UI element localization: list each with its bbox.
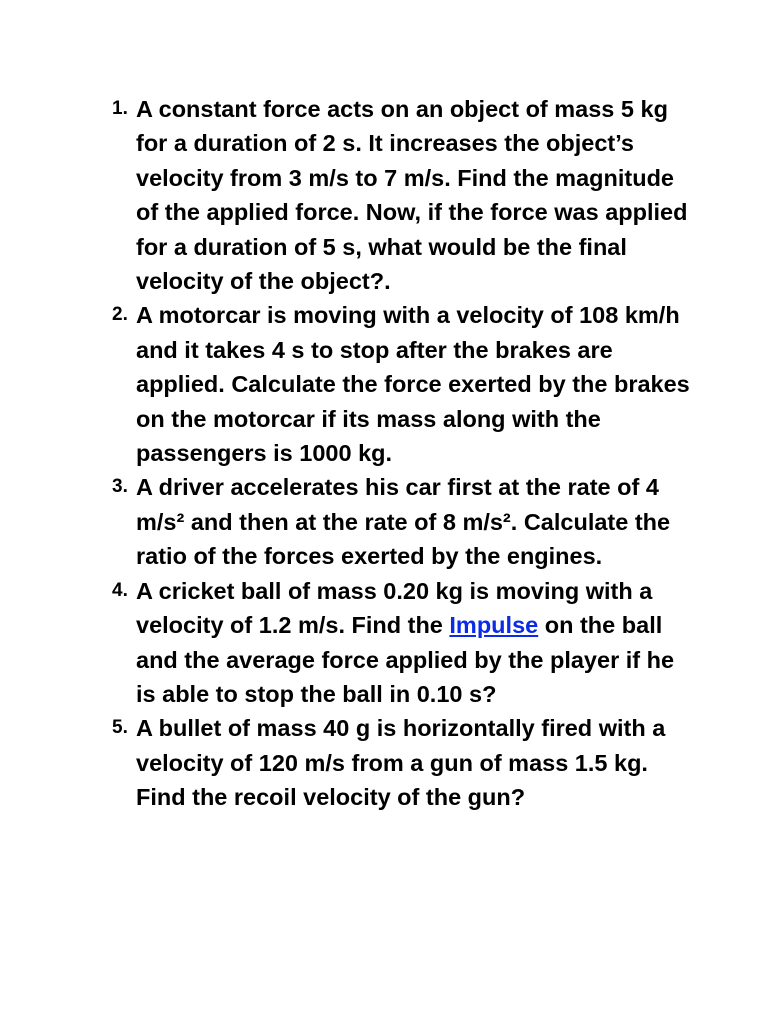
question-text-after-link: on the ball and the average force applied by the player if he is able to stop the ball in 0.10 s? bbox=[136, 612, 675, 707]
question-text: A driver accelerates his car first at the rate of 4 m/s² and then at the rate of 8 m/s². Calculate the ratio of the forces exerted by the engines. bbox=[136, 474, 671, 570]
question-item-5 bbox=[112, 711, 692, 814]
question-item-2 bbox=[112, 298, 692, 470]
question-number: 4. bbox=[112, 579, 128, 601]
question-item-1 bbox=[112, 92, 692, 298]
question-text-before-link: A cricket ball of mass 0.20 kg is moving with a velocity of 1.2 m/s. Find the bbox=[136, 577, 653, 639]
question-number: 2. bbox=[112, 304, 128, 326]
question-number: 5. bbox=[112, 717, 128, 739]
question-list bbox=[112, 92, 692, 815]
question-text: A constant force acts on an object of mass 5 kg for a duration of 2 s. It increases the object’s velocity from 3 m/s to 7 m/s. Find the magnitude of the applied force. Now, if the force was applied for a duration of 5 s, what would be the final velocity of the object?. bbox=[136, 96, 688, 295]
question-item-3 bbox=[112, 470, 692, 573]
question-number: 3. bbox=[112, 476, 128, 498]
question-number: 1. bbox=[112, 98, 128, 119]
question-item-4 bbox=[112, 574, 692, 712]
impulse-link[interactable]: Impulse bbox=[449, 612, 539, 639]
question-text: A motorcar is moving with a velocity of 108 km/h and it takes 4 s to stop after the brakes are applied. Calculate the force exerted by the brakes on the motorcar if its mass along with the passengers is 1000 kg. bbox=[136, 302, 690, 467]
question-text: A bullet of mass 40 g is horizontally fired with a velocity of 120 m/s from a gun of mass 1.5 kg. Find the recoil velocity of the gun? bbox=[136, 715, 666, 811]
